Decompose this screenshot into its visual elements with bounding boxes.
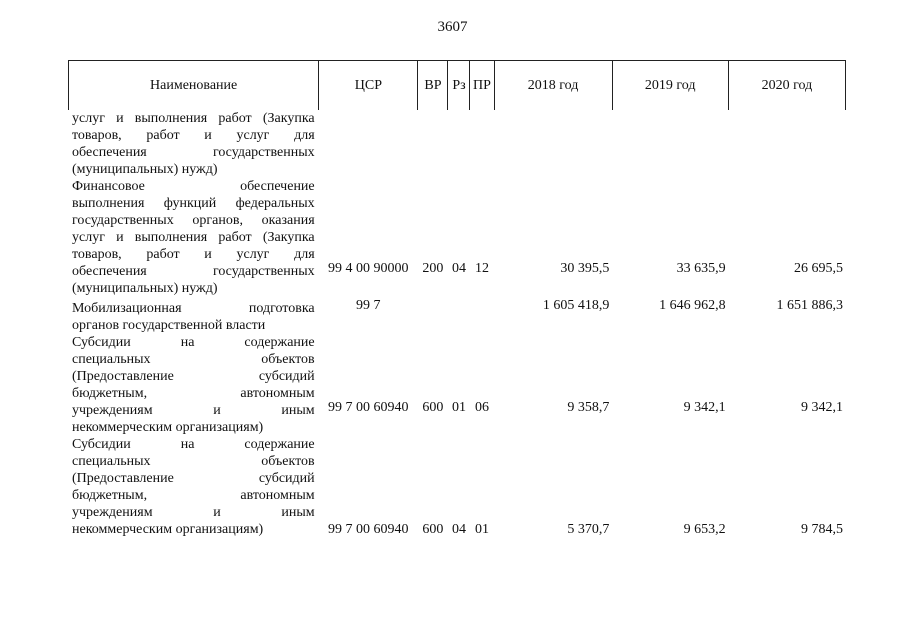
col-header-2019: 2019 год xyxy=(612,61,728,111)
cell-2018: 5 370,7 xyxy=(567,522,610,537)
name-line: некоммерческим организациям) xyxy=(72,420,264,435)
cell-csr: 99 7 00 60940 xyxy=(328,522,409,537)
col-header-2020: 2020 год xyxy=(728,61,845,111)
cell-2020: 9 784,5 xyxy=(801,522,843,537)
cell-vr: 600 xyxy=(422,400,444,415)
cell-2018 xyxy=(494,110,612,178)
cell-csr xyxy=(319,110,418,178)
cell-rz xyxy=(448,110,470,178)
cell-vr xyxy=(418,110,448,178)
name-line: специальных объектов xyxy=(72,454,315,469)
col-header-vr: ВР xyxy=(418,61,448,111)
cell-2018: 30 395,5 xyxy=(560,261,610,276)
name-line: (муниципальных) нужд) xyxy=(72,162,218,177)
name-line: специальных объектов xyxy=(72,352,315,367)
table-row xyxy=(68,297,846,334)
name-line: (Предоставление субсидий xyxy=(72,369,315,384)
table-row xyxy=(68,178,846,297)
cell-name xyxy=(68,334,319,436)
cell-vr: 600 xyxy=(422,522,444,537)
cell-vr xyxy=(418,297,448,334)
cell-vr: 200 xyxy=(422,261,444,276)
cell-pr xyxy=(470,110,494,178)
cell-2019: 9 653,2 xyxy=(683,522,726,537)
name-line: Финансовое обеспечение xyxy=(72,179,315,194)
page-number: 3607 xyxy=(437,19,468,35)
name-line: Субсидии на содержание xyxy=(72,437,315,452)
cell-2018: 9 358,7 xyxy=(567,400,610,415)
cell-2019: 33 635,9 xyxy=(676,261,726,276)
cell-rz: 01 xyxy=(451,400,466,415)
cell-pr: 12 xyxy=(475,261,490,276)
col-header-pr: ПР xyxy=(470,61,494,111)
cell-2020 xyxy=(729,110,846,178)
name-line: обеспечения государственных xyxy=(72,264,315,279)
cell-name xyxy=(68,436,319,538)
cell-2018: 1 605 418,9 xyxy=(542,298,610,313)
table-row xyxy=(68,110,846,178)
name-line: (Предоставление субсидий xyxy=(72,471,315,486)
name-line: государственных органов, оказания xyxy=(72,213,315,228)
name-line: некоммерческим организациям) xyxy=(72,522,264,537)
name-line: выполнения функций федеральных xyxy=(72,196,315,211)
name-line: бюджетным, автономным xyxy=(72,488,315,503)
name-line: товаров, работ и услуг для xyxy=(72,128,315,143)
col-header-rz: Рз xyxy=(448,61,470,111)
cell-csr: 99 7 xyxy=(356,298,381,313)
cell-rz xyxy=(448,297,470,334)
table-row xyxy=(68,436,846,538)
col-header-csr: ЦСР xyxy=(319,61,418,111)
cell-csr: 99 7 00 60940 xyxy=(328,400,409,415)
name-line: товаров, работ и услуг для xyxy=(72,247,315,262)
cell-2020: 1 651 886,3 xyxy=(776,298,843,313)
name-line: (муниципальных) нужд) xyxy=(72,281,218,296)
cell-2020: 26 695,5 xyxy=(794,261,843,276)
name-line: органов государственной власти xyxy=(72,318,266,333)
col-header-2018: 2018 год xyxy=(494,61,612,111)
cell-2019 xyxy=(612,110,728,178)
table-row xyxy=(68,334,846,436)
cell-name xyxy=(68,110,319,178)
cell-2020: 9 342,1 xyxy=(801,400,843,415)
table-header xyxy=(68,60,846,110)
cell-rz: 04 xyxy=(451,261,466,276)
name-line: услуг и выполнения работ (Закупка xyxy=(72,111,315,126)
name-line: Мобилизационная подготовка xyxy=(72,301,315,316)
name-line: Субсидии на содержание xyxy=(72,335,315,350)
cell-rz: 04 xyxy=(451,522,466,537)
cell-pr: 01 xyxy=(475,522,490,537)
name-line: обеспечения государственных xyxy=(72,145,315,160)
budget-table-body xyxy=(68,110,846,538)
budget-table xyxy=(68,110,846,538)
name-line: услуг и выполнения работ (Закупка xyxy=(72,230,315,245)
col-header-name: Наименование xyxy=(69,61,319,111)
cell-2019: 1 646 962,8 xyxy=(659,298,726,313)
name-line: бюджетным, автономным xyxy=(72,386,315,401)
cell-name xyxy=(68,178,319,297)
cell-csr: 99 4 00 90000 xyxy=(328,261,409,276)
name-line: учреждениям и иным xyxy=(72,505,315,520)
cell-2019: 9 342,1 xyxy=(683,400,726,415)
cell-pr: 06 xyxy=(475,400,490,415)
cell-name xyxy=(68,297,319,334)
cell-pr xyxy=(470,297,494,334)
name-line: учреждениям и иным xyxy=(72,403,315,418)
